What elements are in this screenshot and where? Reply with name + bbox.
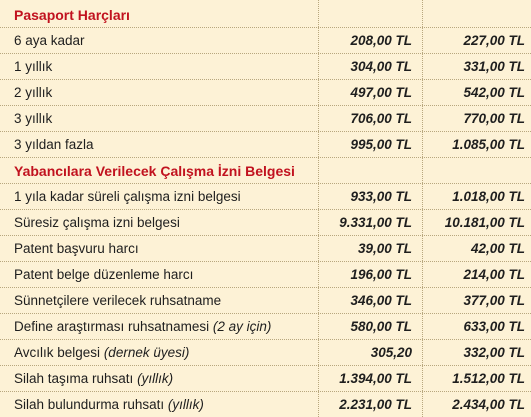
fee-label: Patent başvuru harcı — [14, 241, 139, 256]
fee-value-2: 1.018,00 TL — [452, 189, 525, 204]
fee-label: Silah taşıma ruhsatı — [14, 371, 134, 386]
fee-note: (yıllık) — [167, 397, 204, 412]
fee-label: 3 yıllık — [14, 111, 53, 126]
fee-label-cell — [0, 340, 318, 365]
fee-value-2: 331,00 TL — [463, 59, 525, 74]
fee-label-cell — [0, 236, 318, 261]
fee-label: Süresiz çalışma izni belgesi — [14, 215, 180, 230]
fee-value-2: 42,00 TL — [470, 241, 525, 256]
fee-value-2: 332,00 TL — [463, 345, 525, 360]
fee-label-cell — [0, 366, 318, 391]
fee-value-1: 9.331,00 TL — [339, 215, 412, 230]
fee-value-2: 1.512,00 TL — [452, 371, 525, 386]
fee-label-cell — [0, 106, 318, 131]
table-row — [0, 80, 531, 106]
table-row — [0, 132, 531, 158]
fee-value-2: 10.181,00 TL — [444, 215, 525, 230]
section-header — [0, 158, 531, 184]
fee-label-cell — [0, 80, 318, 105]
fee-value-2: 214,00 TL — [463, 267, 525, 282]
fee-label: Silah bulundurma ruhsatı — [14, 397, 165, 412]
fee-label: 3 yıldan fazla — [14, 137, 94, 152]
fee-label: Define araştırması ruhsatnamesi — [14, 319, 210, 334]
fee-label: 1 yıla kadar süreli çalışma izni belgesi — [14, 189, 241, 204]
fee-note: (2 ay için) — [212, 319, 272, 334]
fee-label-cell — [0, 210, 318, 235]
fee-label-cell — [0, 262, 318, 287]
fee-value-1: 995,00 TL — [350, 137, 412, 152]
section-title: Yabancılara Verilecek Çalışma İzni Belgesi — [14, 162, 295, 179]
table-row — [0, 366, 531, 392]
fee-label-cell — [0, 28, 318, 53]
fee-label: Patent belge düzenleme harcı — [14, 267, 194, 282]
section-header — [0, 2, 531, 28]
fee-label: 1 yıllık — [14, 59, 53, 74]
fee-value-1: 933,00 TL — [350, 189, 412, 204]
fee-label-cell — [0, 314, 318, 339]
table-row — [0, 288, 531, 314]
table-row — [0, 262, 531, 288]
fee-value-1: 39,00 TL — [357, 241, 412, 256]
fee-note: (yıllık) — [137, 371, 174, 386]
fee-value-1: 2.231,00 TL — [339, 397, 412, 412]
fee-value-2: 1.085,00 TL — [452, 137, 525, 152]
fee-value-1: 304,00 TL — [350, 59, 412, 74]
table-row — [0, 106, 531, 132]
fee-value-1: 346,00 TL — [350, 293, 412, 308]
table-row — [0, 54, 531, 80]
fee-value-1: 305,20 — [370, 345, 412, 360]
fee-value-2: 542,00 TL — [463, 85, 525, 100]
fee-label-cell — [0, 288, 318, 313]
fee-value-1: 497,00 TL — [350, 85, 412, 100]
fee-label-cell — [0, 132, 318, 157]
fee-label: 6 aya kadar — [14, 33, 85, 48]
fee-value-2: 227,00 TL — [463, 33, 525, 48]
fee-label-cell — [0, 184, 318, 209]
fee-value-1: 1.394,00 TL — [339, 371, 412, 386]
fee-label-cell — [0, 392, 318, 417]
section-title: Pasaport Harçları — [14, 6, 130, 23]
fee-label: Avcılık belgesi — [14, 345, 101, 360]
fee-label-cell — [0, 54, 318, 79]
fee-value-1: 706,00 TL — [350, 111, 412, 126]
fee-value-1: 208,00 TL — [350, 33, 412, 48]
table-row — [0, 314, 531, 340]
fee-label: 2 yıllık — [14, 85, 53, 100]
table-row — [0, 184, 531, 210]
table-row — [0, 392, 531, 417]
table-row — [0, 340, 531, 366]
table-row — [0, 210, 531, 236]
fee-value-2: 770,00 TL — [463, 111, 525, 126]
table-row — [0, 236, 531, 262]
table-row — [0, 28, 531, 54]
fee-value-1: 580,00 TL — [350, 319, 412, 334]
fee-value-1: 196,00 TL — [350, 267, 412, 282]
fee-value-2: 633,00 TL — [463, 319, 525, 334]
fee-label: Sünnetçilere verilecek ruhsatname — [14, 293, 222, 308]
fee-note: (dernek üyesi) — [103, 345, 190, 360]
fee-value-2: 2.434,00 TL — [452, 397, 525, 412]
fee-value-2: 377,00 TL — [463, 293, 525, 308]
